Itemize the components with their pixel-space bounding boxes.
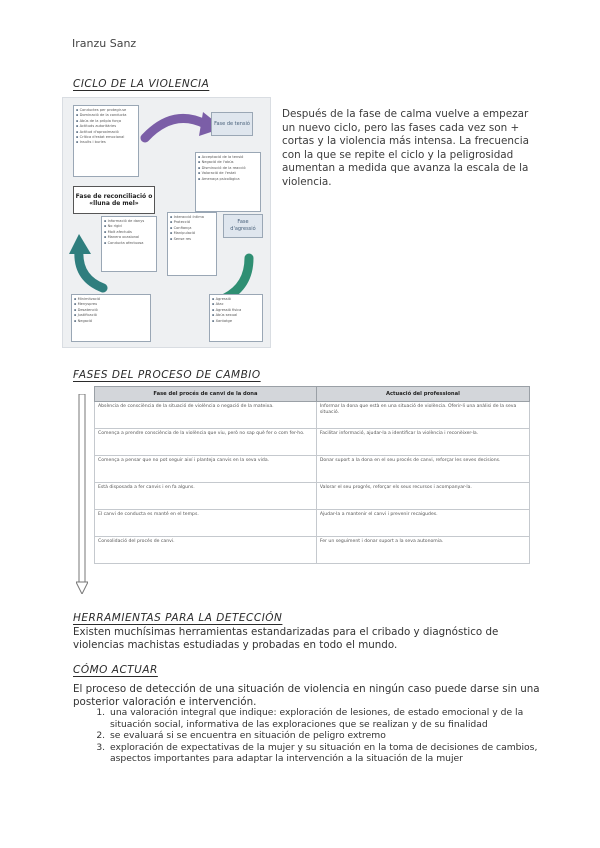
cell-phase: Consolidació del procés de canvi. <box>95 537 317 564</box>
cell-phase: El canvi de conducta es manté en el temps. <box>95 510 317 537</box>
cycle-explanation: Después de la fase de calma vuelve a empezar un nuevo ciclo, pero las fases cada vez son + cortas y la violencia más intensa. La frecuencia con la que se repite el ciclo y la peligrosidad aumentan a medida que avanza la escala de la violencia. <box>282 108 529 188</box>
progress-arrow <box>76 394 88 594</box>
cycle-list-item: ▪ Abús sexual <box>212 313 260 318</box>
cycle-list-item: ▪ Minimització <box>74 297 148 302</box>
step-item: 3. exploración de expectativas de la mujer y su situación en la toma de decisiones de cambios, aspectos importantes para adaptar la intervención a la situación de la mujer <box>108 742 558 765</box>
cycle-list-item: ▪ Agressió <box>212 297 260 302</box>
phase-tension: Fase de tensió <box>211 112 253 136</box>
table-row <box>95 483 530 510</box>
box-bottom-left <box>71 294 151 342</box>
step-item: 2. se evaluará si se encuentra en situación de peligro extremo <box>108 730 558 742</box>
cell-action: Valorar el seu progrés, reforçar els seus recursos i acompanyar-la. <box>316 483 529 510</box>
cycle-list-item: ▪ Manera ocasional <box>104 235 154 240</box>
arrow-top <box>145 118 205 138</box>
arrow-left <box>79 250 103 288</box>
cycle-list-item: ▪ Acceptació de la tensió <box>198 155 258 160</box>
cell-phase: Absència de consciència de la situació de violència o negació de la mateixa. <box>95 402 317 429</box>
box-right-top <box>195 152 261 212</box>
box-bottom-right <box>209 294 263 342</box>
cycle-list-item: ▪ Justificació <box>74 313 148 318</box>
cycle-list-item: ▪ Abús de la pròpia força <box>76 119 136 124</box>
cycle-list-item: ▪ Actitud d'aproximació <box>76 130 136 135</box>
change-process-table <box>94 386 530 564</box>
cycle-list-item: ▪ Atac <box>212 302 260 307</box>
table-row <box>95 537 530 564</box>
cycle-list-item: ▪ Protecció <box>170 220 214 225</box>
cycle-list-item: ▪ Negació de l'abús <box>198 160 258 165</box>
cell-phase: Comença a pensar que no pot seguir així i planteja canvis en la seva vida. <box>95 456 317 483</box>
cycle-figure <box>62 97 271 348</box>
cycle-list-item: ▪ Crítica d'estat emocional <box>76 135 136 140</box>
cycle-list-item: ▪ Negació <box>74 319 148 324</box>
action-steps <box>88 707 558 765</box>
box-top-left <box>73 105 139 177</box>
cell-action: Informar la dona que està en una situació de violència. Oferir-li una anàlisi de la seva situació. <box>316 402 529 429</box>
cycle-list-item: ▪ Interacció íntima <box>170 215 214 220</box>
cycle-list-item: ▪ Conducta afectuosa <box>104 241 154 246</box>
cycle-list-item: ▪ Xantatge <box>212 319 260 324</box>
cycle-list-item: ▪ No rígid <box>104 224 154 229</box>
cell-action: Fer un seguiment i donar suport a la seva autonomia. <box>316 537 529 564</box>
heading-como-actuar: CÓMO ACTUAR <box>73 664 158 676</box>
cycle-list-item: ▪ Menyspreu <box>74 302 148 307</box>
cycle-list-item: ▪ Informació de danys <box>104 219 154 224</box>
herramientas-text: Existen muchísimas herramientas estandarizadas para el cribado y diagnóstico de violencias machistas estudiadas y probadas en todo el mundo. <box>73 626 499 651</box>
cycle-list-item: ▪ Insults i burles <box>76 140 136 145</box>
phase-aggression: Fase d'agressió <box>223 214 263 238</box>
arrow-left-head <box>69 234 91 254</box>
cell-phase: Està disposada a fer canvis i en fa alguns. <box>95 483 317 510</box>
table-row <box>95 429 530 456</box>
cycle-list-item: ▪ Disminució de la reacció <box>198 166 258 171</box>
table-row <box>95 402 530 429</box>
table-row <box>95 510 530 537</box>
cycle-list-item: ▪ Actituds autoritàries <box>76 124 136 129</box>
como-actuar-text: El proceso de detección de una situación de violencia en ningún caso puede darse sin una posterior valoración e intervención. <box>73 683 540 708</box>
cell-phase: Comença a prendre consciència de la violència que viu, però no sap què fer o com fer-ho. <box>95 429 317 456</box>
box-left-mid <box>101 216 157 272</box>
cycle-list-item: ▪ Desatenció <box>74 308 148 313</box>
cycle-list-item: ▪ Amenaça psicològica <box>198 177 258 182</box>
step-item: 1. una valoración integral que indique: exploración de lesiones, de estado emocional y de la situación social, informativa de las exploraciones que se realizan y de su finalidad <box>108 707 558 730</box>
cycle-list-item: ▪ Molt afectuós <box>104 230 154 235</box>
cycle-list-item: ▪ Sense res <box>170 237 214 242</box>
heading-ciclo: CICLO DE LA VIOLENCIA <box>73 78 210 90</box>
box-center <box>167 212 217 276</box>
table-header-action: Actuació del professional <box>316 387 529 402</box>
change-process-table-figure <box>70 386 530 596</box>
cell-action: Facilitar informació, ajudar-la a identificar la violència i reconèixer-la. <box>316 429 529 456</box>
author-name: Iranzu Sanz <box>72 37 137 50</box>
heading-fases: FASES DEL PROCESO DE CAMBIO <box>73 369 261 381</box>
cell-action: Donar suport a la dona en el seu procés de canvi, reforçar les seves decisions. <box>316 456 529 483</box>
heading-herramientas: HERRAMIENTAS PARA LA DETECCIÓN <box>73 612 283 624</box>
cycle-list-item: ▪ Valoració de l'estat <box>198 171 258 176</box>
phase-reconciliation: Fase de reconciliació o «lluna de mel» <box>73 186 155 214</box>
table-row <box>95 456 530 483</box>
table-header-phase: Fase del procés de canvi de la dona <box>95 387 317 402</box>
cycle-list-item: ▪ Dominació de la conducta <box>76 113 136 118</box>
cycle-list-item: ▪ Conductes per protegir-se <box>76 108 136 113</box>
cycle-list-item: ▪ Confiança <box>170 226 214 231</box>
cell-action: Ajudar-la a mantenir el canvi i prevenir recaigudes. <box>316 510 529 537</box>
cycle-list-item: ▪ Agressió física <box>212 308 260 313</box>
cycle-list-item: ▪ Manipulació <box>170 231 214 236</box>
